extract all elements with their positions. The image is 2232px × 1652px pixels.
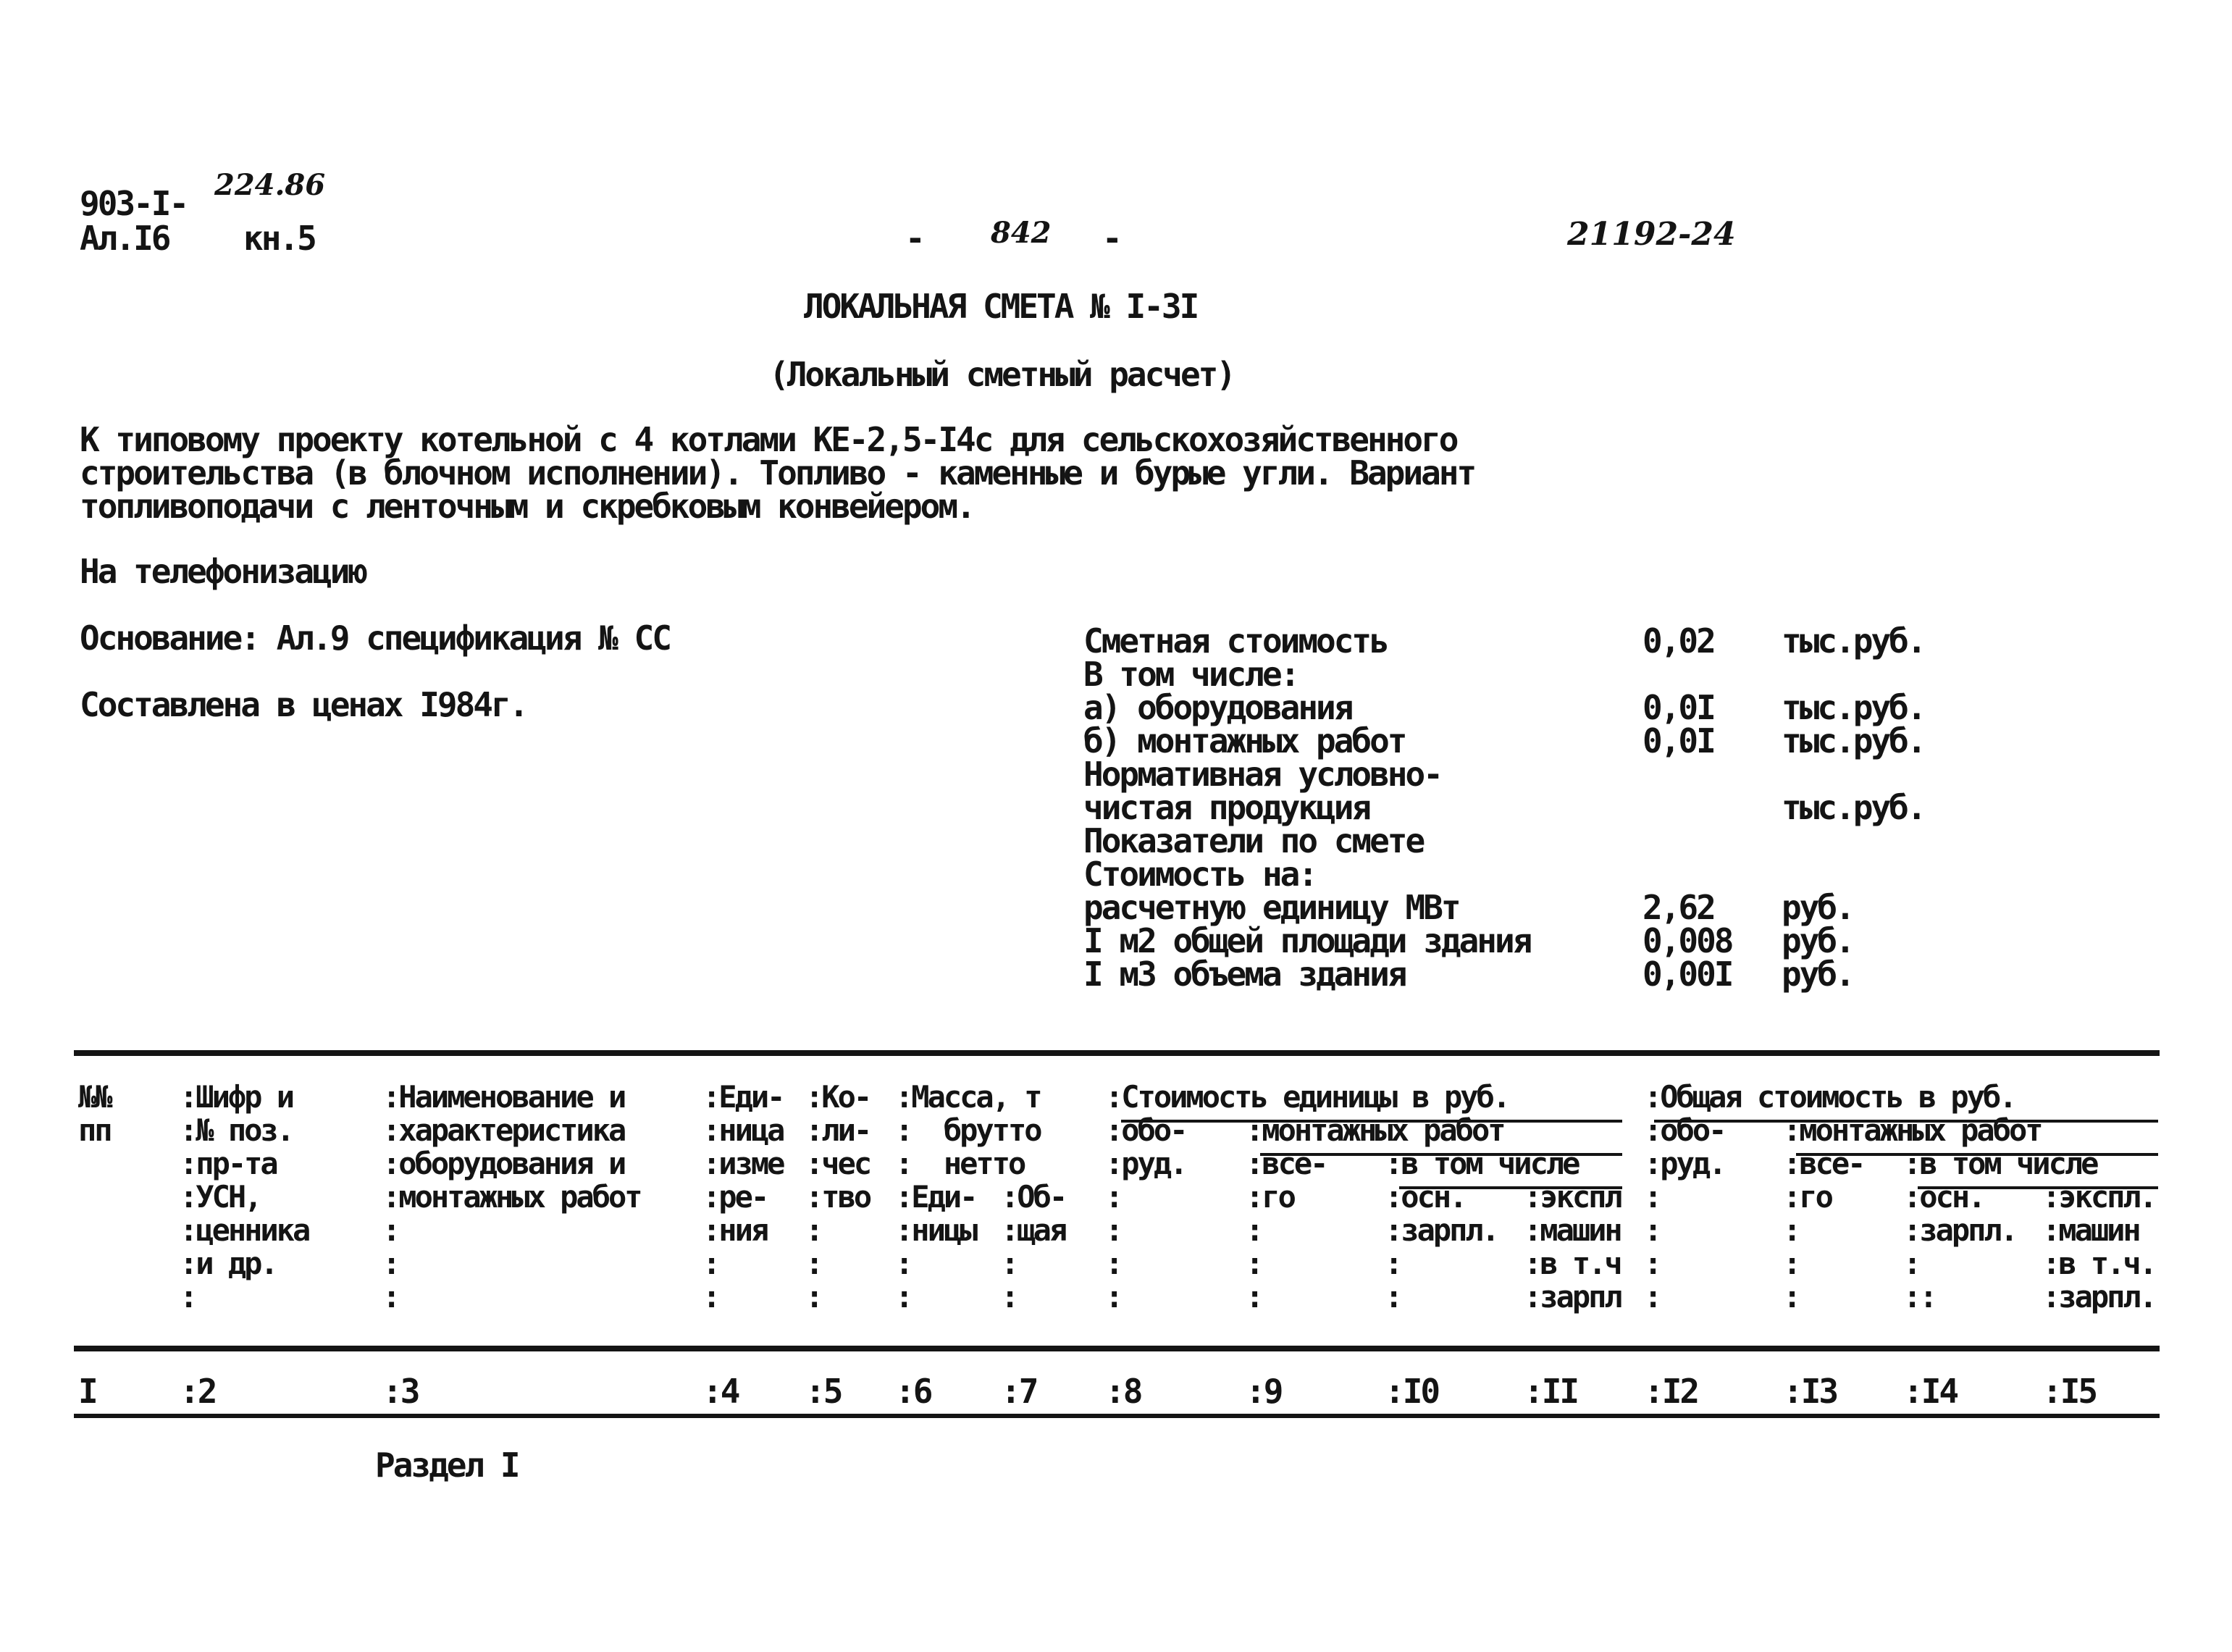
header-text-line: :все- [1246, 1146, 1327, 1181]
header-text-line: :зарпл. [2042, 1279, 2156, 1315]
section-title: Раздел I [375, 1446, 519, 1485]
book-number: кн.5 [243, 219, 315, 258]
header-text-line: :в т.ч. [2042, 1246, 2156, 1281]
column-number: :I0 [1385, 1372, 1439, 1411]
purpose-line: На телефонизацию [80, 552, 366, 591]
page-number: 842 [991, 216, 1052, 250]
header-text-line: :все- [1783, 1146, 1864, 1181]
header-text-line: :№ поз. [180, 1112, 293, 1148]
header-text-line: : [1105, 1279, 1122, 1315]
header-text-line: :Об- [1001, 1179, 1066, 1215]
project-code: 903-I- [80, 184, 188, 223]
summary-label: Нормативная условно- [1083, 755, 1441, 794]
column-numbers-rule [74, 1414, 2160, 1418]
header-text-line: :щая [1001, 1212, 1066, 1248]
header-text-line: : [382, 1246, 399, 1281]
header-text-line: пп [78, 1112, 111, 1148]
header-text-line: :Еди- [895, 1179, 976, 1215]
album-number: Ал.I6 [80, 219, 169, 258]
header-text-line: :руд. [1105, 1146, 1186, 1181]
summary-label: чистая продукция [1083, 788, 1370, 827]
header-text-line: :машин [2042, 1212, 2139, 1248]
header-text-line: :оборудования и [382, 1146, 625, 1181]
header-text-line: :изме [702, 1146, 784, 1181]
header-text-line: :Стоимость единицы в руб. [1105, 1079, 1509, 1115]
summary-value: 0,0I [1642, 688, 1714, 727]
header-text-line: :ницы [895, 1212, 976, 1248]
header-text-line: : [1644, 1279, 1661, 1315]
header-text-line: :зарпл. [1903, 1212, 2017, 1248]
column-number: :II [1524, 1372, 1578, 1411]
header-text-line: : нетто [895, 1146, 1025, 1181]
summary-value: 0,00I [1642, 955, 1732, 994]
summary-unit: тыс.руб. [1782, 621, 1925, 661]
header-text-line: : [1246, 1246, 1262, 1281]
header-text-line: : [805, 1246, 822, 1281]
header-text-line: :в том числе [1903, 1146, 2097, 1181]
column-number: :2 [180, 1372, 216, 1411]
summary-label: Показатели по смете [1083, 821, 1424, 860]
header-text-line: :и др. [180, 1246, 277, 1281]
header-text-line: :ценника [180, 1212, 309, 1248]
summary-unit: тыс.руб. [1782, 721, 1925, 760]
summary-unit: руб. [1782, 955, 1853, 994]
header-text-line: :осн. [1385, 1179, 1466, 1215]
header-text-line: :УСН, [180, 1179, 261, 1215]
header-text-line: : [1644, 1179, 1661, 1215]
table-header-rule [74, 1346, 2160, 1351]
header-text-line: : [1105, 1212, 1122, 1248]
column-number: :6 [895, 1372, 931, 1411]
project-code-handwritten: 224.86 [214, 168, 326, 202]
header-text-line: :Ко- [805, 1079, 870, 1115]
summary-unit: тыс.руб. [1782, 688, 1925, 727]
header-text-line: :осн. [1903, 1179, 1984, 1215]
column-number: :I4 [1903, 1372, 1958, 1411]
header-text-line: :в том числе [1385, 1146, 1579, 1181]
header-text-line: : [1783, 1246, 1800, 1281]
page-subtitle: (Локальный сметный расчет) [769, 355, 1235, 394]
header-text-line: :го [1246, 1179, 1294, 1215]
document-number: 21192-24 [1567, 216, 1736, 253]
header-text-line: : [1246, 1212, 1262, 1248]
header-text-line: :: [1903, 1279, 1936, 1315]
header-text-line: :ния [702, 1212, 768, 1248]
header-text-line: : [1644, 1246, 1661, 1281]
header-text-line: :Масса, т [895, 1079, 1041, 1115]
header-text-line: : [382, 1279, 399, 1315]
summary-value: 2,62 [1642, 888, 1714, 927]
header-text-line: :Общая стоимость в руб. [1644, 1079, 2015, 1115]
column-number: I [78, 1372, 96, 1411]
header-text-line: : [1105, 1246, 1122, 1281]
header-text-line: :машин [1524, 1212, 1621, 1248]
summary-label: расчетную единицу МВт [1083, 888, 1459, 927]
summary-label: Сметная стоимость [1083, 621, 1388, 661]
page-dash-right: - [1102, 219, 1123, 258]
header-text-line: :Наименование и [382, 1079, 625, 1115]
header-text-line: : [1783, 1212, 1800, 1248]
column-number: :4 [702, 1372, 739, 1411]
summary-unit: руб. [1782, 921, 1853, 960]
header-text-line: : [895, 1279, 912, 1315]
page-title: ЛОКАЛЬНАЯ СМЕТА № I-3I [804, 287, 1198, 326]
header-text-line: : [702, 1246, 719, 1281]
column-number: :I2 [1644, 1372, 1698, 1411]
summary-label: I м2 общей площади здания [1083, 921, 1531, 960]
header-text-line: : [1001, 1246, 1018, 1281]
summary-unit: тыс.руб. [1782, 788, 1925, 827]
header-text-line: :монтажных работ [1246, 1112, 1504, 1148]
summary-value: 0,02 [1642, 621, 1714, 661]
header-text-line: :пр-та [180, 1146, 277, 1181]
summary-label: а) оборудования [1083, 688, 1352, 727]
header-text-line: : [895, 1246, 912, 1281]
column-number: :9 [1246, 1372, 1282, 1411]
header-text-line: :экспл. [2042, 1179, 2156, 1215]
header-text-line: : [1783, 1279, 1800, 1315]
header-text-line: :Еди- [702, 1079, 784, 1115]
header-text-line: : [1001, 1279, 1018, 1315]
header-text-line: : [1903, 1246, 1920, 1281]
header-text-line: : [1644, 1212, 1661, 1248]
header-text-line: :экспл [1524, 1179, 1621, 1215]
header-text-line: :монтажных работ [1783, 1112, 2042, 1148]
summary-value: 0,008 [1642, 921, 1732, 960]
column-number: :5 [805, 1372, 842, 1411]
column-number: :7 [1001, 1372, 1037, 1411]
summary-label: Стоимость на: [1083, 855, 1317, 894]
column-number: :8 [1105, 1372, 1141, 1411]
summary-label: I м3 объема здания [1083, 955, 1406, 994]
page-dash-left: - [905, 219, 926, 258]
summary-label: б) монтажных работ [1083, 721, 1406, 760]
header-text-line: :го [1783, 1179, 1832, 1215]
header-text-line: :ли- [805, 1112, 870, 1148]
header-text-line: :в т.ч [1524, 1246, 1621, 1281]
column-number: :3 [382, 1372, 419, 1411]
header-text-line: :зарпл [1524, 1279, 1621, 1315]
column-number: :I3 [1783, 1372, 1837, 1411]
header-text-line: :монтажных работ [382, 1179, 641, 1215]
header-text-line: : [1385, 1279, 1401, 1315]
prices-line: Составлена в ценах I984г. [80, 685, 527, 724]
header-text-line: :зарпл. [1385, 1212, 1498, 1248]
description-line: топливоподачи с ленточным и скребковым конвейером. [80, 487, 974, 526]
header-text-line: : [180, 1279, 196, 1315]
header-text-line: №№ [78, 1079, 111, 1115]
column-number: :I5 [2042, 1372, 2097, 1411]
header-text-line: : [702, 1279, 719, 1315]
header-text-line: : [805, 1279, 822, 1315]
header-text-line: :характеристика [382, 1112, 625, 1148]
header-text-line: : [1385, 1246, 1401, 1281]
header-text-line: : [1105, 1179, 1122, 1215]
header-text-line: :ре- [702, 1179, 768, 1215]
header-text-line: :Шифр и [180, 1079, 293, 1115]
summary-unit: руб. [1782, 888, 1853, 927]
header-text-line: : [382, 1212, 399, 1248]
summary-label: В том числе: [1083, 655, 1298, 694]
basis-line: Основание: Ал.9 спецификация № СС [80, 619, 670, 658]
header-text-line: :тво [805, 1179, 870, 1215]
header-text-line: :обо- [1105, 1112, 1186, 1148]
description-line: К типовому проекту котельной с 4 котлами КЕ-2,5-I4с для сельскохозяйственного [80, 420, 1457, 459]
header-text-line: : [805, 1212, 822, 1248]
table-top-rule [74, 1050, 2160, 1056]
header-text-line: :ница [702, 1112, 784, 1148]
header-text-line: : [1246, 1279, 1262, 1315]
header-text-line: :обо- [1644, 1112, 1725, 1148]
header-text-line: : брутто [895, 1112, 1041, 1148]
header-text-line: :чес [805, 1146, 870, 1181]
summary-value: 0,0I [1642, 721, 1714, 760]
description-line: строительства (в блочном исполнении). Топливо - каменные и бурые угли. Вариант [80, 453, 1475, 492]
header-text-line: :руд. [1644, 1146, 1725, 1181]
